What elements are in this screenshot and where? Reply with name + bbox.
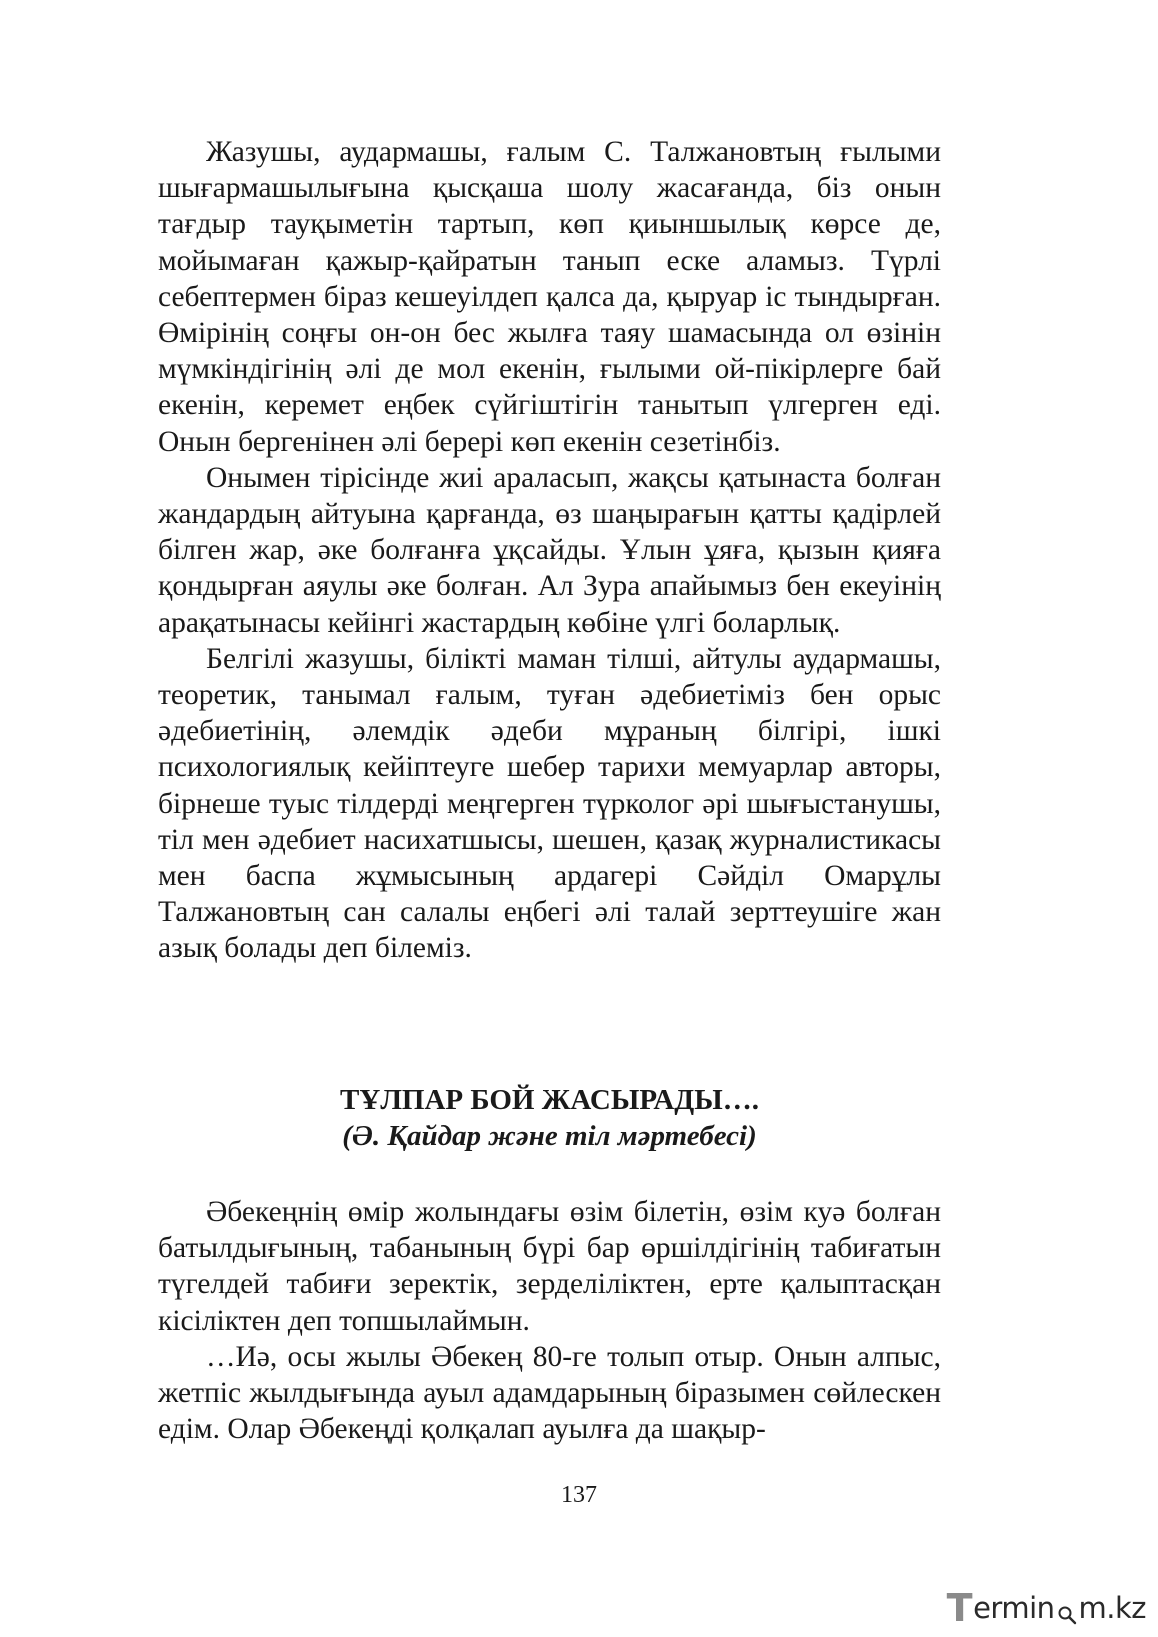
paragraph: Әбекеңнің өмір жолындағы өзім білетін, өзім куә болған батылдығының, табанының бүрі бар өршілдігінің табиғатын түгелдей табиғи зеректік, зерделіліктен, ерте қалыптасқан кісіліктен деп топшылаймын. — [158, 1196, 941, 1337]
paragraph: Онымен тірісінде жиі араласып, жақсы қатынаста болған жандардың айтуына қарғанда, өз шаңырағын қатты қадірлей білген жар, әке болғанға ұқсайды. Ұлын ұяға, қызын қияға қондырған аяулы әке болған. Ал Зура апайымыз бен екеуінің арақатынасы кейінгі жастардың көбіне үлгі боларлық. — [158, 461, 941, 639]
paragraph: Белгілі жазушы, білікті маман тілші, айтулы аудармашы, теоретик, танымал ғалым, туған әдебиетіміз бен орыс әдебиетінің, әлемдік әдеби мұраның білгірі, ішкі психологиялық кейіптеуге шебер тарихи мемуарлар авторы, бірнеше туыс тілдерді меңгерген түрколог әрі шығыстанушы, тіл мен әдебиет насихатшысы, шешен, қазақ журналистикасы мен баспа жұмысының ардагері Сәйділ Омарұлы Талжановтың сан салалы еңбегі әлі талай зерттеушіге жан азық болады деп білеміз. — [158, 642, 941, 965]
section-title: ТҰЛПАР БОЙ ЖАСЫРАДЫ…. — [340, 1084, 759, 1116]
paragraph: Жазушы, аудармашы, ғалым С. Талжановтың ғылыми шығармашылығына қысқаша шолу жасағанда, біз онын тағдыр тауқыметін тартып, көп қиыншылық көрсе де, мойымаған қажыр-қайратын танып еске аламыз. Түрлі себептермен біраз кешеуілдеп қалса да, қыруар іс тындырған. Өмірінің соңғы он-он бес жылға таяу шамасында ол өзінін мүмкіндігінің әлі де мол екенін, ғылыми ой-пікірлерге бай екенін, керемет еңбек сүйгіштігін танытып үлгерген еді. Онын бергенінен әлі берері көп екенін сезетінбіз. — [158, 136, 941, 458]
magnifier-icon — [1057, 1598, 1077, 1618]
body-text-block — [158, 134, 941, 967]
paragraph: …Иә, осы жылы Әбекең 80-ге толып отыр. Онын алпыс, жетпіс жылдығында ауыл адамдарының біразымен сөйлескен едім. Олар Әбекеңді қолқалап ауылға да шақыр- — [158, 1340, 941, 1446]
watermark-logo-letter: T — [946, 1586, 973, 1630]
body-text-block — [158, 1194, 941, 1447]
section-subtitle: (Ә. Қайдар және тіл мәртебесі) — [342, 1120, 757, 1152]
watermark-text-prefix: ermin — [973, 1590, 1055, 1625]
page-number: 137 — [561, 1482, 597, 1508]
site-watermark — [947, 1586, 1146, 1630]
watermark-text-suffix: m.kz — [1078, 1590, 1146, 1625]
